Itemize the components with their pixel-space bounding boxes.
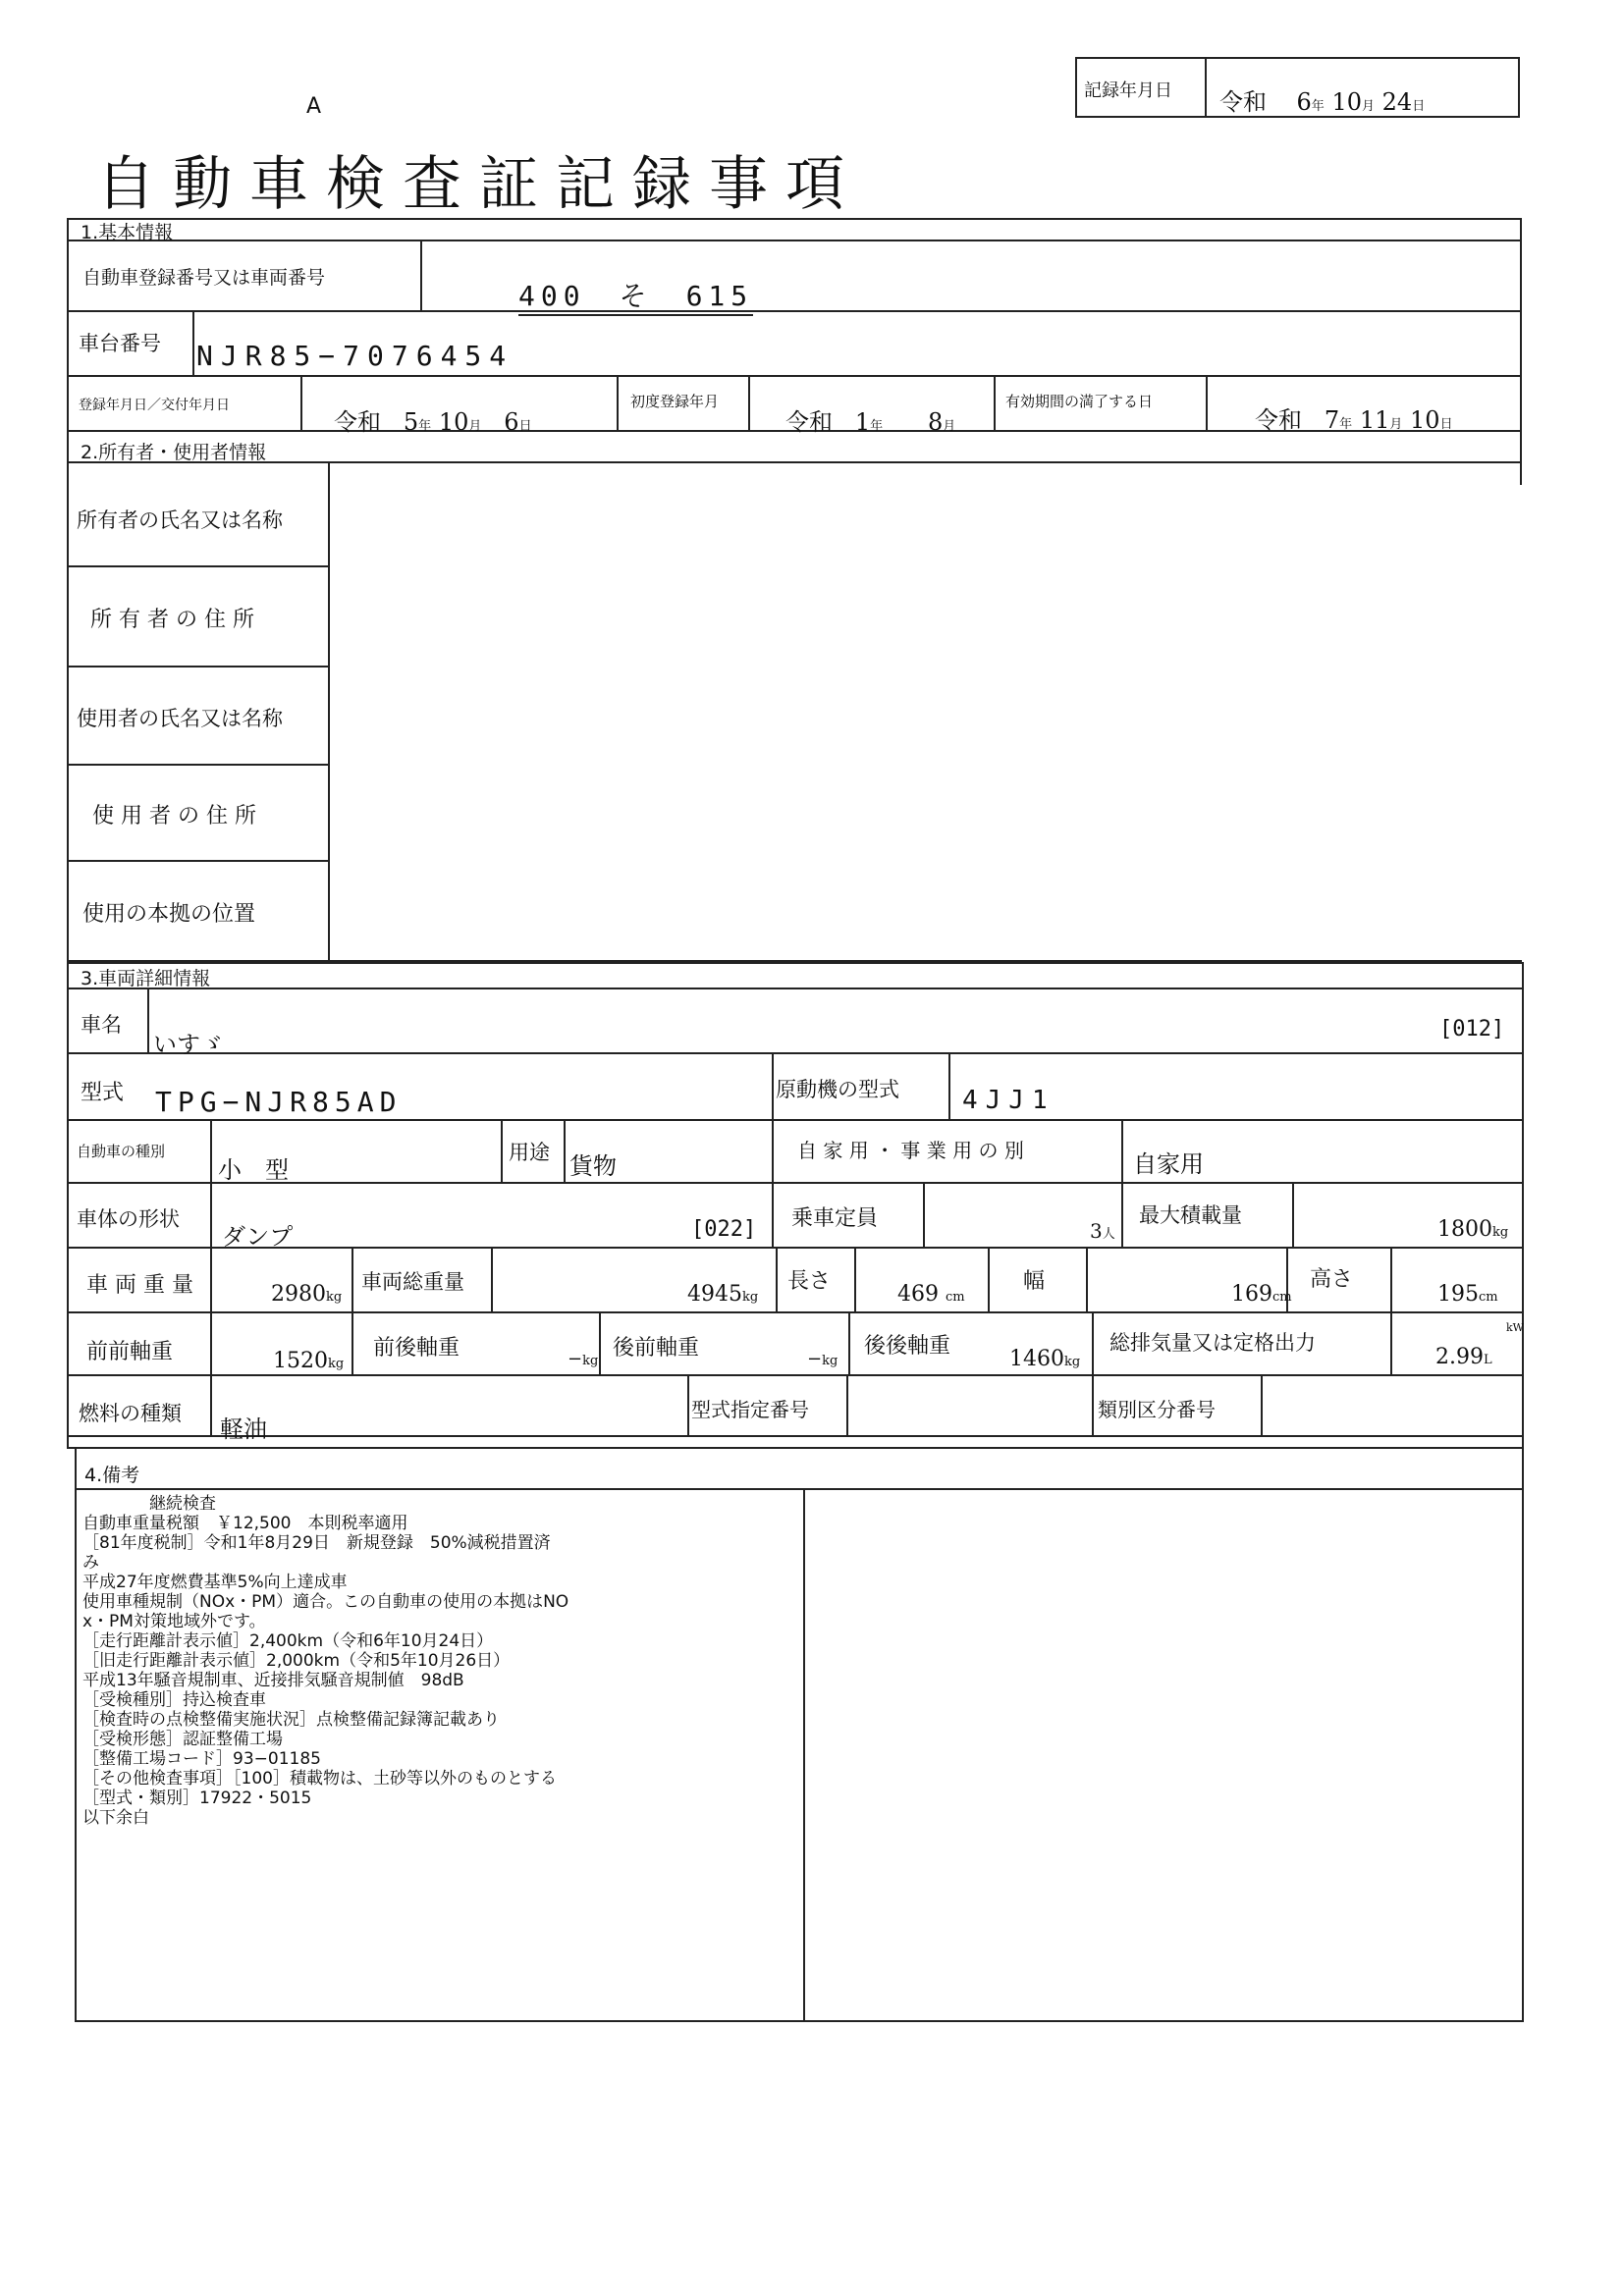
- plate-value: 400 そ 615: [518, 275, 753, 316]
- remark-line: 継続検査: [82, 1494, 216, 1514]
- width-value: 169cm: [1231, 1282, 1292, 1307]
- fr-axle-value: −kg: [568, 1349, 599, 1369]
- kind-label: 自動車の種別: [77, 1143, 166, 1160]
- rf-axle-value: −kg: [807, 1349, 839, 1369]
- gross-value: 4945kg: [687, 1282, 759, 1307]
- record-date-value: 令和 6年 10月 24日: [1219, 88, 1426, 116]
- capacity-value: 3人: [1090, 1219, 1115, 1243]
- reg-date-label: 登録年月日／交付年月日: [79, 398, 230, 413]
- body-code: [022]: [691, 1217, 757, 1242]
- expiry-value: 令和 7年 11月 10日: [1255, 406, 1453, 434]
- kw-unit: kW: [1506, 1321, 1524, 1334]
- remark-line: 自動車重量税額 ￥12,500 本則税率適用: [82, 1514, 408, 1533]
- fuel-value: 軽油: [220, 1415, 267, 1443]
- remark-line: ［81年度税制］令和1年8月29日 新規登録 50%減税措置済: [82, 1533, 551, 1553]
- remark-line: ［その他検査事項］［100］積載物は、土砂等以外のものとする: [82, 1769, 557, 1789]
- remark-line: 平成13年騒音規制車、近接排気騒音規制値 98dB: [82, 1671, 464, 1690]
- remark-line: み: [82, 1553, 99, 1573]
- capacity-label: 乗車定員: [791, 1206, 879, 1231]
- section4-heading: 4.備考: [84, 1465, 140, 1486]
- car-name-code: [012]: [1439, 1017, 1505, 1041]
- section2-heading: 2.所有者・使用者情報: [81, 442, 267, 463]
- class-label: 類別区分番号: [1098, 1398, 1216, 1421]
- length-label: 長さ: [787, 1269, 832, 1294]
- width-label: 幅: [1023, 1269, 1046, 1294]
- user-name-label: 使用者の氏名又は名称: [77, 707, 283, 730]
- fr-axle-label: 前後軸重: [373, 1336, 460, 1361]
- base-location-label: 使用の本拠の位置: [82, 902, 256, 927]
- chassis-value: NJR85−7076454: [196, 340, 514, 372]
- max-load-label: 最大積載量: [1139, 1203, 1242, 1227]
- rr-axle-value: 1460kg: [1009, 1347, 1081, 1371]
- fuel-label: 燃料の種類: [79, 1402, 182, 1425]
- gross-label: 車両総重量: [361, 1270, 464, 1294]
- body-label: 車体の形状: [77, 1207, 180, 1231]
- reg-date-value: 令和 5年 10月 6日: [334, 408, 532, 436]
- record-date-label: 記録年月日: [1084, 80, 1172, 101]
- remark-line: ［受検形態］認証整備工場: [82, 1730, 283, 1749]
- remarks-text: [82, 1494, 789, 1828]
- first-reg-value: 令和 1年 8月: [785, 408, 956, 436]
- use-label: 用途: [509, 1141, 550, 1164]
- rr-axle-label: 後後軸重: [864, 1334, 951, 1359]
- user-address-label: 使 用 者 の 住 所: [92, 804, 256, 828]
- weight-value: 2980kg: [271, 1282, 343, 1307]
- type-designation-label: 型式指定番号: [691, 1398, 809, 1421]
- kind-value: 小 型: [218, 1156, 289, 1184]
- plate-label: 自動車登録番号又は車両番号: [82, 267, 326, 289]
- car-name-label: 車名: [81, 1013, 122, 1037]
- length-value: 469 cm: [897, 1282, 965, 1307]
- remark-line: 平成27年度燃費基準5%向上達成車: [82, 1573, 348, 1592]
- corner-mark: A: [306, 94, 322, 119]
- private-label: 自 家 用 ・ 事 業 用 の 別: [797, 1139, 1024, 1162]
- owner-address-label: 所 有 者 の 住 所: [90, 608, 254, 632]
- remark-line: ［整備工場コード］93−01185: [82, 1749, 321, 1769]
- displacement-value: 2.99L: [1435, 1345, 1492, 1369]
- section1-heading: 1.基本情報: [81, 222, 174, 243]
- remark-line: ［受検種別］持込検査車: [82, 1690, 266, 1710]
- remark-line: 以下余白: [82, 1808, 149, 1828]
- private-value: 自家用: [1133, 1150, 1204, 1178]
- car-name-value: いすゞ: [153, 1031, 224, 1058]
- remark-line: x・PM対策地域外です。: [82, 1612, 266, 1631]
- remark-line: ［旧走行距離計表示値］2,000km（令和5年10月26日）: [82, 1651, 511, 1671]
- first-reg-label: 初度登録年月: [630, 393, 720, 410]
- max-load-value: 1800kg: [1437, 1217, 1509, 1242]
- model-value: TPG−NJR85AD: [155, 1086, 403, 1118]
- engine-value: 4JJ1: [962, 1086, 1055, 1115]
- remark-line: ［走行距離計表示値］2,400km（令和6年10月24日）: [82, 1631, 494, 1651]
- chassis-label: 車台番号: [79, 332, 161, 355]
- remark-line: 使用車種規制（NOx・PM）適合。この自動車の使用の本拠はNO: [82, 1592, 569, 1612]
- remark-line: ［検査時の点検整備実施状況］点検整備記録簿記載あり: [82, 1710, 500, 1730]
- body-value: ダンプ: [222, 1223, 294, 1251]
- height-value: 195cm: [1437, 1282, 1498, 1307]
- weight-label: 車 両 重 量: [86, 1273, 193, 1298]
- height-label: 高さ: [1310, 1267, 1354, 1292]
- document-title: 自動車検査証記録事項: [96, 150, 862, 219]
- ff-axle-label: 前前軸重: [86, 1340, 174, 1364]
- displacement-label: 総排気量又は定格出力: [1109, 1331, 1316, 1355]
- expiry-label: 有効期間の満了する日: [1005, 393, 1154, 410]
- section3-heading: 3.車両詳細情報: [81, 968, 211, 989]
- rf-axle-label: 後前軸重: [613, 1336, 700, 1361]
- model-label: 型式: [81, 1081, 125, 1105]
- owner-name-label: 所有者の氏名又は名称: [77, 508, 283, 532]
- ff-axle-value: 1520kg: [273, 1349, 345, 1373]
- use-value: 貨物: [569, 1152, 617, 1180]
- remark-line: ［型式・類別］17922・5015: [82, 1789, 312, 1808]
- engine-label: 原動機の型式: [776, 1078, 899, 1101]
